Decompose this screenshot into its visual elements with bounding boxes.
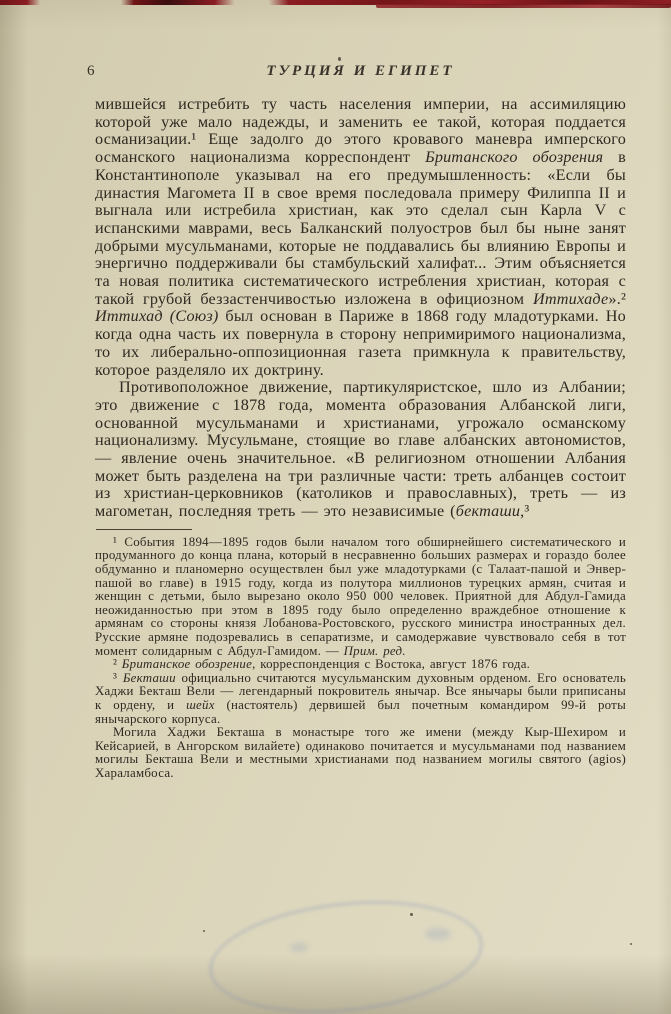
- body-text: [95, 96, 626, 521]
- footnote-separator: [96, 529, 192, 530]
- ink-speck: [630, 943, 632, 945]
- footnotes: [95, 536, 626, 781]
- page-content: [87, 60, 626, 781]
- page-number: 6: [87, 63, 96, 79]
- footnote: ¹ События 1894—1895 годов были началом того обширнейшего систематического и продуманного до конца плана, который в несравненно больших размерах и гораздо более обдуманно и планомерно осуществлен был уже младотурками (с Талаат-пашой и Энвер-пашой во главе) в 1915 году, когда из полутора миллионов турецких армян, считая и женщин с детьми, было вырезано около 950 000 человек. Приятной для Абдул-Гамида неожиданностью при этом в 1895 году было определенно враждебное отношение к армянам со стороны князя Лобанова-Ростовского, русского министра иностранных дел. Русские армяне подозревались в сепаратизме, и самодержавие чувствовало себя в тот момент солидарным с Абдул-Гамидом. — Прим. ред.: [95, 534, 626, 658]
- running-title: ТУРЦИЯ И ЕГИПЕТ: [266, 63, 455, 79]
- body-paragraph: мившейся истребить ту часть населения империи, на ассимиляцию которой уже мало надежды, и заменить ее такой, которая поддается османизации.¹ Еще задолго до этого кровавого маневра имперского османского национализма корреспондент Британского обозрения в Константинополе указывал на его предумышленность: «Если бы династия Магомета II в свое время последовала примеру Филиппа II и выгнала или истребила христиан, как это сделал сын Карла V с испанскими маврами, весь Балканский полуостров был бы ныне занят добрыми мусульманами, которые не поддавались бы влиянию Европы и энергично поддерживали бы стамбульский халифат... Этим объясняется та новая политика систематического истребления христиан, которая с такой грубой беззастенчивостью изложена в официозном Иттихаде».² Иттихад (Союз) был основан в Париже в 1868 году младотурками. Но когда одна часть их повернула в сторону непримиримого национализма, то их либерально-оппозиционная газета примкнула к правительству, которое разделяло их доктрину.: [95, 95, 626, 379]
- ink-smudge: [425, 928, 451, 940]
- ink-smudge: [555, 585, 577, 593]
- running-header: [87, 60, 626, 84]
- ink-speck: [338, 57, 341, 61]
- ink-smudge: [290, 943, 308, 952]
- ink-speck: [203, 930, 205, 932]
- library-stamp: [203, 888, 489, 1014]
- footnote: Могила Хаджи Бекташа в монастыре того же имени (между Кыр-Шехиром и Кейсарией, в Ангорском вилайете) одинаково почитается и мусульманами под названием могилы Бекташа Вели и местными христианами под названием могилы святого (agios) Хараламбоса.: [95, 725, 626, 780]
- body-paragraph: Противоположное движение, партикуляристское, шло из Албании; это движение с 1878 года, момента образования Албанской лиги, основанной мусульманами и христианами, угрожало османскому национализму. Мусульмане, стоящие во главе албанских автономистов, — явление очень значительное. «В религиозном отношении Албания может быть разделена на три различные части: треть албанцев состоит из христиан-церковников (католиков и православных), треть — из магометан, последняя треть — это независимые (бекташи,³: [95, 378, 626, 521]
- book-cover-edge-lower: [376, 4, 671, 8]
- footnote: ³ Бекташи официально считаются мусульманским духовным орденом. Его основатель Хаджи Бекташ Вели — легендарный покровитель янычар. Все янычары были приписаны к ордену, и шейх (настоятель) дервишей был почетным командиром 99-й роты янычарского корпуса.: [95, 670, 626, 726]
- footnote: ² Британское обозрение, корреспонденция с Востока, август 1876 года.: [113, 657, 531, 672]
- ink-speck: [410, 913, 413, 916]
